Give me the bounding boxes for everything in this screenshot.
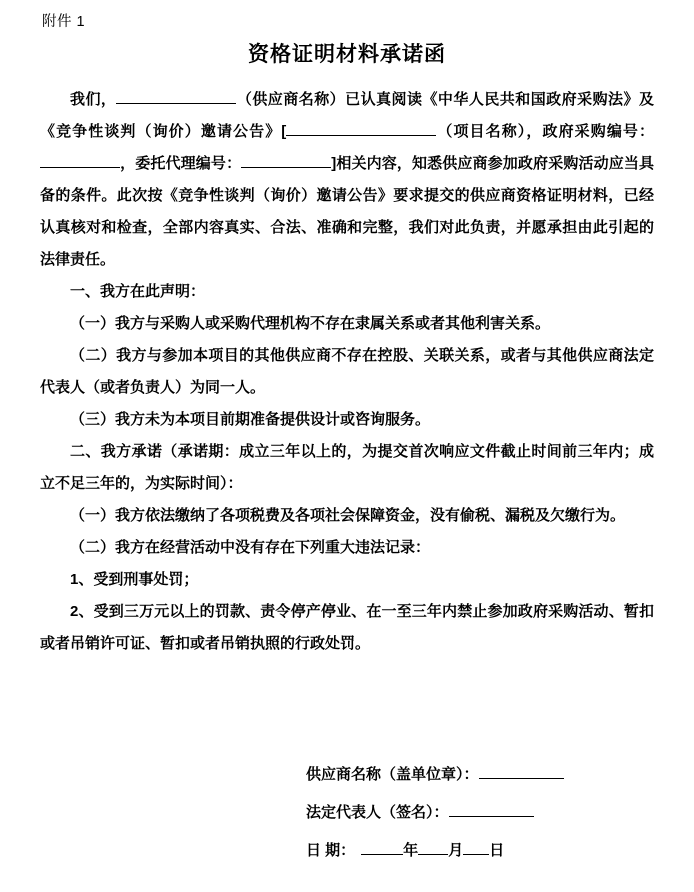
agent-number-blank[interactable] (241, 167, 331, 168)
page-title: 资格证明材料承诺函 (248, 43, 446, 66)
intro-text-d: ，委托代理编号： (120, 155, 242, 172)
paragraph-declaration-2: （二）我方与参加本项目的其他供应商不存在控股、关联关系，或者与其他供应商法定代表人（或者负责人）为同一人。 (40, 347, 654, 396)
date-row (306, 832, 636, 870)
intro-text-b: （供应商名称）已认真阅读《中华人民共和国政府采购法》及《竞争性谈判（询价）邀请公告》[ (40, 91, 654, 140)
intro-text-c: （项目名称），政府采购编号： (436, 123, 654, 140)
legal-rep-signature-row (306, 794, 636, 832)
paragraph-commitment-heading: 二、我方承诺（承诺期：成立三年以上的，为提交首次响应文件截止时间前三年内；成立不足三年的，为实际时间）： (40, 443, 654, 492)
date-month-unit: 月 (448, 842, 464, 859)
supplier-name-blank[interactable] (116, 103, 236, 104)
supplier-signature-row (306, 756, 636, 794)
signature-block (306, 756, 636, 870)
attachment-label: 附件 1 (42, 14, 86, 30)
paragraph-declaration-heading: 一、我方在此声明： (70, 283, 206, 300)
paragraph-commitment-item-2: 2、受到三万元以上的罚款、责令停产停业、在一至三年内禁止参加政府采购活动、暂扣或者吊销许可证、暂扣或者吊销执照的行政处罚。 (40, 603, 654, 652)
supplier-signature-label: 供应商名称（盖单位章）： (306, 766, 479, 783)
date-year-unit: 年 (403, 842, 419, 859)
date-label: 日 期： (306, 842, 356, 859)
paragraph-commitment-1: （一）我方依法缴纳了各项税费及各项社会保障资金，没有偷税、漏税及欠缴行为。 (70, 507, 626, 524)
date-year-blank[interactable] (361, 854, 403, 855)
date-day-blank[interactable] (463, 854, 489, 855)
paragraph-intro (40, 84, 654, 276)
date-day-unit: 日 (489, 842, 505, 859)
intro-text-a: 我们， (70, 91, 117, 108)
paragraph-commitment-item-1: 1、受到刑事处罚； (70, 571, 199, 588)
supplier-signature-blank[interactable] (479, 778, 564, 779)
legal-rep-signature-blank[interactable] (449, 816, 534, 817)
paragraph-declaration-3: （三）我方未为本项目前期准备提供设计或咨询服务。 (70, 411, 431, 428)
date-month-blank[interactable] (418, 854, 448, 855)
purchase-number-blank[interactable] (40, 167, 120, 168)
paragraph-commitment-2: （二）我方在经营活动中没有存在下列重大违法记录： (70, 539, 431, 556)
paragraph-declaration-1: （一）我方与采购人或采购代理机构不存在隶属关系或者其他利害关系。 (70, 315, 551, 332)
intro-text-e: ]相关内容，知悉供应商参加政府采购活动应当具备的条件。此次按《竞争性谈判（询价）邀请公告》要求提交的供应商资格证明材料，已经认真核对和检查，全部内容真实、合法、准确和完整，我们对此负责，并愿承担由此引起的法律责任。 (40, 155, 654, 268)
project-name-blank[interactable] (286, 135, 436, 136)
legal-rep-signature-label: 法定代表人（签名）： (306, 804, 449, 821)
